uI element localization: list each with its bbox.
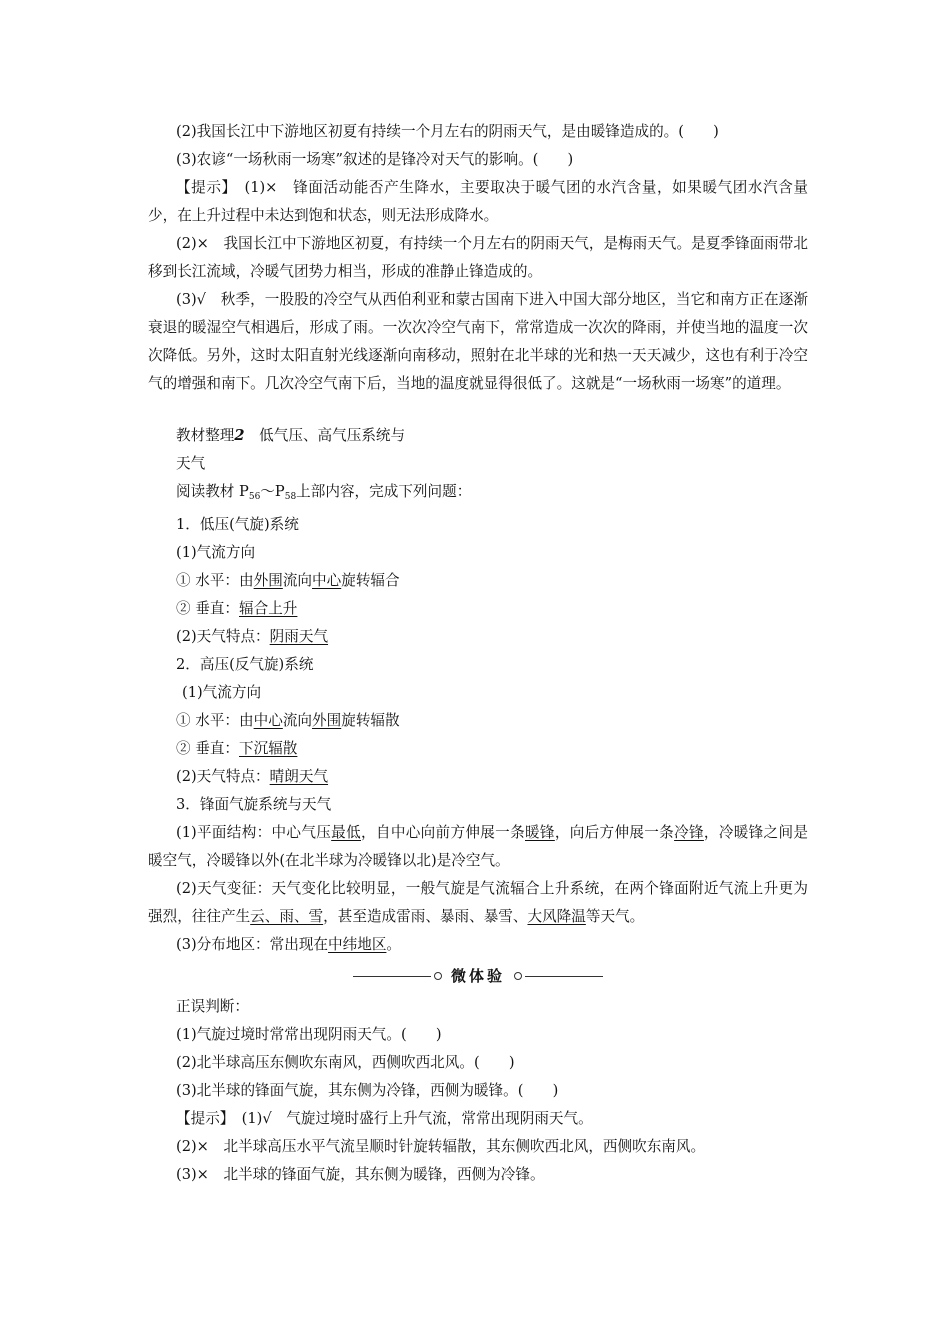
item-2d: [148, 763, 808, 791]
t: ，自中心向前方伸展一条: [361, 824, 525, 841]
question-3: (3)农谚“一场秋雨一场寒”叙述的是锋冷对天气的影响。( ): [176, 151, 574, 168]
item-3a: [148, 819, 808, 875]
section-heading-cont: 天气: [176, 455, 206, 472]
divider-dot-left: [434, 972, 442, 980]
practice-q3: (3)北半球的锋面气旋，其东侧为冷锋，西侧为暖锋。( ): [176, 1082, 559, 1099]
heading-text-a: 教材整理: [176, 427, 235, 444]
hint-1: [148, 174, 808, 230]
heading-text-b: 低气压、高气压系统与: [259, 427, 406, 444]
t: 等天气。: [585, 908, 645, 925]
practice-q1: (1)气旋过境时常常出现阴雨天气。( ): [176, 1026, 442, 1043]
item-1c: [148, 595, 808, 623]
read-text-b: ～P: [260, 483, 285, 500]
t: (1)平面结构：中心气压: [176, 824, 332, 841]
hint-text: (1)√ 气旋过境时盛行上升气流，常常出现阴雨天气。: [227, 1110, 593, 1127]
answer: 冷锋: [674, 824, 704, 841]
t: 旋转辐散: [341, 712, 400, 729]
item-1b: [148, 567, 808, 595]
item-2b: [148, 707, 808, 735]
item-1d: [148, 623, 808, 651]
t: ② 垂直：: [176, 600, 240, 617]
section-divider: [148, 961, 808, 991]
answer: 外围: [253, 572, 283, 589]
answer: 云、雨、雪: [250, 908, 324, 925]
t: ① 水平：由: [176, 712, 254, 729]
t: 流向: [282, 572, 313, 589]
hint-1-text: (1)× 锋面活动能否产生降水，主要取决于暖气团的水汽含量，如果暖气团水汽含量少，在上升过程中未达到饱和状态，则无法形成降水。: [148, 179, 808, 224]
divider-line-left: [353, 976, 431, 977]
hint-label: 【提示】: [176, 179, 230, 196]
t: (2)天气变征：天气变化比较明显，一般气旋是气流辐合上升系统，在两个锋面附近气流上升更为强烈，往往产生: [148, 880, 808, 925]
answer: 阴雨天气: [269, 628, 329, 645]
hint-2: (2)× 我国长江中下游地区初夏，有持续一个月左右的阴雨天气，是梅雨天气。是夏季锋面雨带北移到长江流域，冷暖气团势力相当，形成的准静止锋造成的。: [148, 235, 808, 280]
item-3-title: 3．锋面气旋系统与天气: [176, 796, 332, 813]
item-3c: [148, 931, 808, 959]
t: ，冷暖锋之间是暖空气，冷暖锋以外(在北半球为冷暖锋以北)是冷空气。: [148, 824, 808, 869]
t: (2)天气特点：: [176, 768, 270, 785]
divider-dot-right: [514, 972, 522, 980]
item-2-title: 2．高压(反气旋)系统: [176, 656, 314, 673]
item-2c: [148, 735, 808, 763]
item-1a: (1)气流方向: [176, 544, 256, 561]
t: 。: [386, 936, 402, 953]
practice-hint-1: [148, 1105, 808, 1133]
answer: 晴朗天气: [269, 768, 329, 785]
t: (3)分布地区：常出现在: [176, 936, 329, 953]
answer: 中心: [312, 572, 342, 589]
t: ，甚至造成雷雨、暴雨、暴雪、: [323, 908, 528, 925]
read-sub-1: 56: [248, 492, 261, 502]
item-3b: [148, 875, 808, 931]
t: 流向: [282, 712, 313, 729]
divider-line-right: [525, 976, 603, 977]
practice-hint-3: (3)× 北半球的锋面气旋，其东侧为暖锋，西侧为冷锋。: [176, 1166, 545, 1183]
t: ，向后方伸展一条: [554, 824, 675, 841]
divider-title: 微体验: [450, 967, 505, 985]
practice-intro: 正误判断：: [176, 998, 249, 1015]
answer: 最低: [331, 824, 361, 841]
practice-q2: (2)北半球高压东侧吹东南风，西侧吹西北风。( ): [176, 1054, 515, 1071]
practice-hint-2: (2)× 北半球高压水平气流呈顺时针旋转辐散，其东侧吹西北风，西侧吹东南风。: [176, 1138, 706, 1155]
answer: 中纬地区: [328, 936, 387, 953]
document-page: [148, 118, 808, 1189]
question-2: (2)我国长江中下游地区初夏有持续一个月左右的阴雨天气，是由暖锋造成的。( ): [176, 123, 719, 140]
spacer: [148, 398, 808, 422]
heading-number: 2: [234, 427, 245, 444]
answer: 下沉辐散: [239, 740, 298, 757]
answer: 大风降温: [527, 908, 586, 925]
answer: 暖锋: [525, 824, 555, 841]
hint-3: (3)√ 秋季，一股股的冷空气从西伯利亚和蒙古国南下进入中国大部分地区，当它和南方正在逐渐衰退的暖湿空气相遇后，形成了雨。一次次冷空气南下，常常造成一次次的降雨，并使当地的温度一次次降低。另外，这时太阳直射光线逐渐向南移动，照射在北半球的光和热一天天减少，这也有利于冷空气的增强和南下。几次冷空气南下后，当地的温度就显得很低了。这就是“一场秋雨一场寒”的道理。: [148, 291, 808, 392]
answer: 外围: [312, 712, 342, 729]
read-text-a: 阅读教材 P: [176, 483, 249, 500]
answer: 中心: [253, 712, 283, 729]
answer: 辐合上升: [239, 600, 298, 617]
item-1-title: 1．低压(气旋)系统: [176, 516, 299, 533]
read-sub-2: 58: [284, 492, 297, 502]
read-text-c: 上部内容，完成下列问题：: [296, 483, 472, 500]
t: (2)天气特点：: [176, 628, 270, 645]
t: ② 垂直：: [176, 740, 240, 757]
hint-label: 【提示】: [176, 1110, 228, 1127]
t: 旋转辐合: [341, 572, 400, 589]
section-heading: [148, 422, 808, 450]
t: ① 水平：由: [176, 572, 254, 589]
read-instruction: [148, 478, 808, 511]
item-2a: (1)气流方向: [182, 684, 262, 701]
